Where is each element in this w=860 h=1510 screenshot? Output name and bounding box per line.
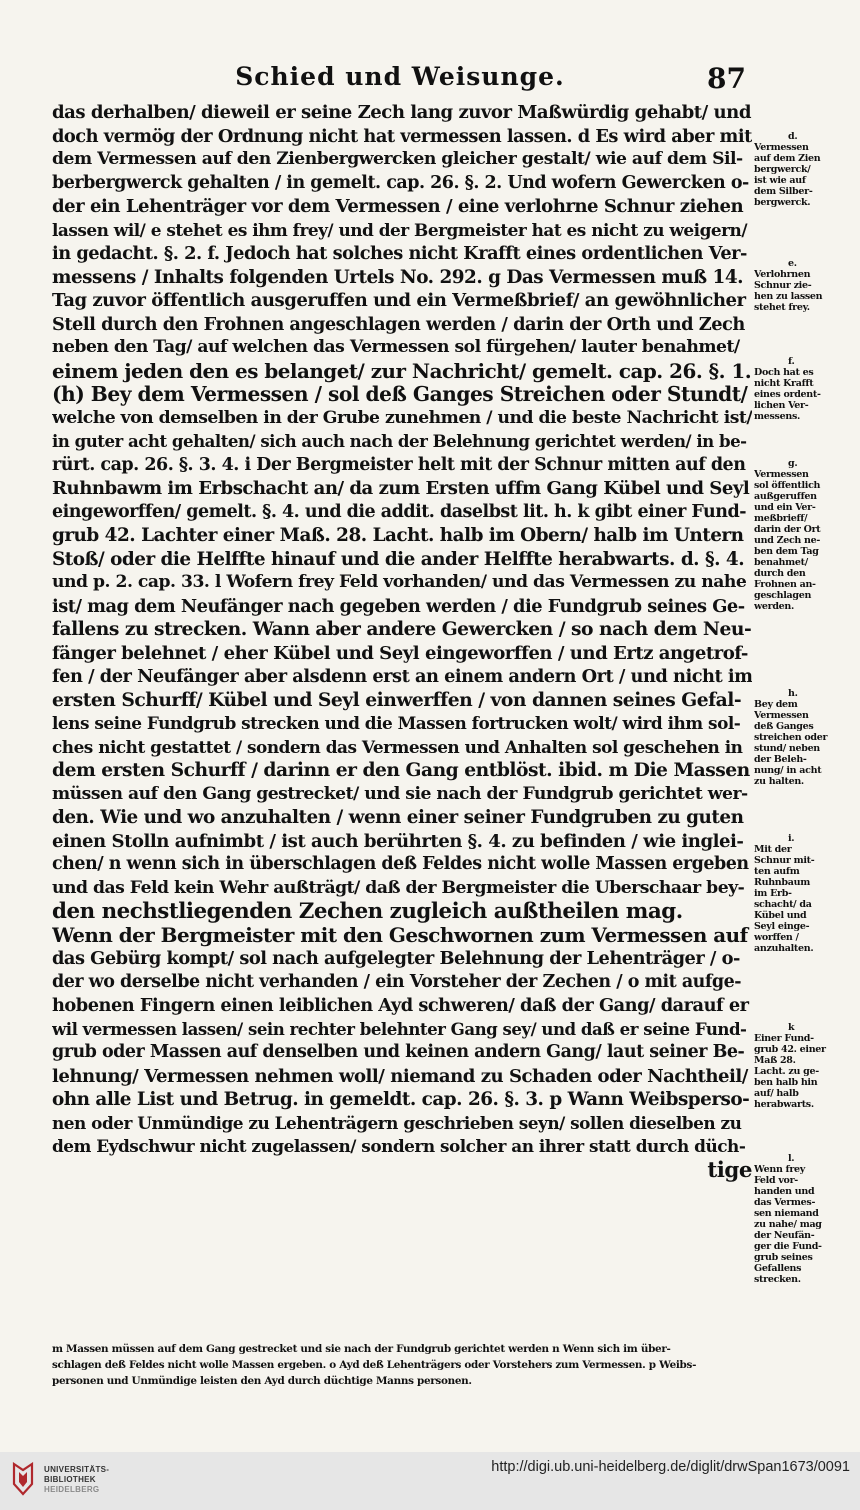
margin-note-line: nicht Krafft: [754, 378, 814, 389]
text-line: einen Stolln aufnimbt / ist auch berührten §. 4. zu befinden / wie inglei-: [52, 830, 744, 852]
page-number: 87: [707, 62, 746, 95]
margin-note-line: handen und: [754, 1186, 815, 1197]
margin-note: [754, 258, 844, 313]
library-name-line3: HEIDELBERG: [44, 1485, 100, 1494]
margin-note-line: zu nahe/ mag: [754, 1219, 822, 1230]
margin-note-line: meßbrieff/: [754, 513, 808, 524]
text-line: eingeworffen/ gemelt. §. 4. und die addit. daselbst lit. h. k gibt einer Fund-: [52, 501, 746, 522]
text-line: und das Feld kein Wehr außträgt/ daß der Bergmeister die Uberschaar bey-: [52, 877, 745, 898]
margin-note: [754, 131, 844, 208]
margin-note-letter: f.: [788, 356, 795, 367]
margin-note-line: geschlagen: [754, 590, 812, 601]
margin-note-line: bergwerck/: [754, 164, 811, 175]
margin-note-line: ist wie auf: [754, 175, 806, 186]
margin-note-line: ten aufm: [754, 866, 800, 877]
running-title: Schied und Weisunge.: [235, 62, 565, 91]
text-line: dem Eydschwur nicht zugelassen/ sondern solcher an ihrer statt durch düch-: [52, 1136, 746, 1156]
margin-note-letter: k: [788, 1022, 795, 1033]
margin-note-line: ben dem Tag: [754, 546, 819, 557]
margin-note-line: Schnur zie-: [754, 280, 812, 291]
margin-note-line: Bey dem: [754, 699, 798, 710]
text-line: der wo derselbe nicht verhanden / ein Vorsteher der Zechen / o mit aufge-: [52, 971, 742, 992]
text-line: wil vermessen lassen/ sein rechter belehnter Gang sey/ und daß er seine Fund-: [52, 1018, 747, 1039]
library-name-line2: BIBLIOTHEK: [44, 1475, 96, 1484]
margin-note-line: Einer Fund-: [754, 1033, 814, 1044]
margin-note-line: dem Silber-: [754, 186, 813, 197]
margin-note-line: werden.: [754, 601, 795, 612]
margin-note-line: Doch hat es: [754, 367, 814, 378]
margin-note-line: zu halten.: [754, 776, 804, 787]
text-line: hobenen Fingern einen leiblichen Ayd schweren/ daß der Gang/ darauf er: [52, 995, 749, 1016]
margin-note-line: eines ordent-: [754, 389, 821, 400]
text-line: doch vermög der Ordnung nicht hat vermessen lassen. d Es wird aber mit: [52, 125, 752, 147]
text-line: ches nicht gestattet / sondern das Vermessen und Anhalten sol geschehen in: [52, 736, 743, 757]
text-line: neben den Tag/ auf welchen das Vermessen sol fürgehen/ lauter benahmet/: [52, 337, 740, 357]
margin-note-line: das Vermes-: [754, 1197, 816, 1208]
footnote-line: m Massen müssen auf dem Gang gestrecket und sie nach der Fundgrub gerichtet werden n Wenn sich im über-: [52, 1343, 671, 1355]
source-url-link[interactable]: http://digi.ub.uni-heidelberg.de/diglit/drwSpan1673/0091: [491, 1459, 850, 1475]
margin-note-line: Frohnen an-: [754, 579, 816, 590]
margin-note-line: lichen Ver-: [754, 400, 809, 411]
text-line: müssen auf den Gang gestrecket/ und sie nach der Fundgrub gerichtet wer-: [52, 783, 748, 804]
text-line: dem Vermessen auf den Zienbergwercken gleicher gestalt/ wie auf dem Sil-: [52, 149, 743, 169]
margin-note-letter: g.: [788, 458, 798, 469]
text-line: lehnung/ Vermessen nehmen woll/ niemand zu Schaden oder Nachtheil/: [52, 1065, 748, 1087]
text-line: grub oder Massen auf denselben und keinen andern Gang/ laut seiner Be-: [52, 1042, 745, 1062]
footer-bar: [0, 1452, 860, 1510]
text-line: fen / der Neufänger aber alsdenn erst an einem andern Ort / und nicht im: [52, 666, 752, 687]
main-text-block: [52, 101, 752, 1182]
margin-note: [754, 833, 844, 954]
margin-note-line: der Neufän-: [754, 1230, 815, 1241]
margin-note-line: Maß 28.: [754, 1055, 796, 1066]
margin-note: [754, 688, 844, 787]
margin-note-line: der Beleh-: [754, 754, 807, 765]
margin-note-line: ger die Fund-: [754, 1241, 822, 1252]
text-line: chen/ n wenn sich in überschlagen deß Feldes nicht wolle Massen ergeben: [52, 854, 749, 874]
margin-note: [754, 356, 844, 422]
text-line: fänger belehnet / eher Kübel und Seyl eingeworffen / und Ertz angetrof-: [52, 642, 748, 664]
library-name-line1: UNIVERSITÄTS-: [44, 1465, 110, 1474]
margin-note-line: Schnur mit-: [754, 855, 815, 866]
margin-note-line: und ein Ver-: [754, 502, 816, 513]
text-line: nen oder Unmündige zu Lehenträgern geschrieben seyn/ sollen dieselben zu: [52, 1112, 742, 1133]
margin-note-line: darin der Ort: [754, 524, 821, 535]
margin-note-line: sol öffentlich: [754, 480, 821, 491]
margin-note-line: streichen oder: [754, 732, 828, 743]
margin-note-line: auf/ halb: [754, 1088, 799, 1099]
margin-note-letter: l.: [788, 1153, 795, 1164]
university-library-logo-icon: [10, 1462, 36, 1496]
text-line: lens seine Fundgrub strecken und die Massen fortrucken wolt/ wird ihm sol-: [52, 713, 741, 733]
text-line: dem ersten Schurff / darinn er den Gang entblöst. ibid. m Die Massen: [52, 759, 750, 781]
margin-note-line: Vermessen: [754, 142, 809, 153]
margin-note-line: herabwarts.: [754, 1099, 814, 1110]
margin-note-line: Vermessen: [754, 710, 809, 721]
margin-note-line: sen niemand: [754, 1208, 819, 1219]
text-line: Stell durch den Frohnen angeschlagen werden / darin der Orth und Zech: [52, 313, 745, 335]
margin-note-letter: h.: [788, 688, 798, 699]
text-line: berbergwerck gehalten / in gemelt. cap. 26. §. 2. Und wofern Gewercken o-: [52, 172, 749, 193]
margin-note-line: ben halb hin: [754, 1077, 818, 1088]
margin-note-line: worffen /: [754, 932, 799, 943]
text-line: und p. 2. cap. 33. l Wofern frey Feld vorhanden/ und das Vermessen zu nahe: [52, 572, 747, 592]
text-line: Wenn der Bergmeister mit den Geschwornen zum Vermessen auf: [52, 923, 748, 947]
margin-note-line: und Zech ne-: [754, 535, 821, 546]
text-line: das Gebürg kompt/ sol nach aufgelegter Belehnung der Lehenträger / o-: [52, 948, 740, 969]
margin-note-line: anzuhalten.: [754, 943, 814, 954]
text-line: den nechstliegenden Zechen zugleich außtheilen mag.: [52, 900, 683, 924]
margin-note-line: schacht/ da: [754, 899, 812, 910]
text-line: ersten Schurff/ Kübel und Seyl einwerffen / von dannen seines Gefal-: [52, 688, 742, 711]
text-line: tige: [707, 1158, 752, 1182]
text-line: einem jeden den es belanget/ zur Nachricht/ gemelt. cap. 26. §. 1.: [52, 359, 752, 383]
margin-note-line: stund/ neben: [754, 743, 820, 754]
margin-note-line: Ruhnbaum: [754, 877, 810, 888]
library-name: [44, 1465, 109, 1495]
margin-note-line: benahmet/: [754, 557, 808, 568]
text-line: messens / Inhalts folgenden Urtels No. 292. g Das Vermessen muß 14.: [52, 266, 744, 288]
margin-note-letter: d.: [788, 131, 798, 142]
text-line: lassen wil/ e stehet es ihm frey/ und der Bergmeister hat es nicht zu weigern/: [52, 219, 748, 240]
margin-note: [754, 1022, 844, 1110]
margin-note-line: auf dem Zien: [754, 153, 821, 164]
margin-note-line: grub seines: [754, 1252, 813, 1263]
margin-note-line: nung/ in acht: [754, 765, 822, 776]
text-line: das derhalben/ dieweil er seine Zech lang zuvor Maßwürdig gehabt/ und: [52, 102, 751, 123]
margin-note-line: durch den: [754, 568, 806, 579]
margin-note-line: Wenn frey: [754, 1164, 806, 1175]
footnote-line: personen und Unmündige leisten den Ayd durch düchtige Manns personen.: [52, 1375, 472, 1387]
text-line: in gedacht. §. 2. f. Jedoch hat solches nicht Krafft eines ordentlichen Ver-: [52, 243, 747, 264]
margin-note-letter: i.: [788, 833, 795, 844]
margin-note: [754, 1153, 844, 1285]
text-line: den. Wie und wo anzuhalten / wenn einer seiner Fundgruben zu guten: [52, 807, 744, 828]
margin-note-line: Lacht. zu ge-: [754, 1066, 819, 1077]
margin-note-line: hen zu lassen: [754, 291, 823, 302]
text-line: Tag zuvor öffentlich ausgeruffen und ein Vermeßbrief/ an gewöhnlicher: [52, 290, 746, 311]
text-line: ohn alle List und Betrug. in gemeldt. cap. 26. §. 3. p Wann Weibsperso-: [52, 1089, 750, 1110]
margin-note-line: deß Ganges: [754, 721, 814, 732]
text-line: ist/ mag dem Neufänger nach gegeben werden / die Fundgrub seines Ge-: [52, 595, 745, 617]
margin-note-line: Verlohrnen: [754, 269, 811, 280]
margin-note-line: im Erb-: [754, 888, 792, 899]
text-line: welche von demselben in der Grube zunehmen / und die beste Nachricht ist/: [52, 407, 752, 428]
margin-note-line: messens.: [754, 411, 800, 422]
text-line: in guter acht gehalten/ sich auch nach der Belehnung gerichtet werden/ in be-: [52, 431, 747, 451]
text-line: der ein Lehenträger vor dem Vermessen / eine verlohrne Schnur ziehen: [52, 196, 744, 217]
margin-note-line: grub 42. einer: [754, 1044, 826, 1055]
page-header: [0, 62, 860, 94]
margin-note-line: stehet frey.: [754, 302, 810, 313]
footnotes-block: [52, 1341, 812, 1389]
text-line: rürt. cap. 26. §. 3. 4. i Der Bergmeister helt mit der Schnur mitten auf den: [52, 454, 746, 475]
text-line: Stoß/ oder die Helffte hinauf und die ander Helffte herabwarts. d. §. 4.: [52, 548, 745, 570]
margin-note-line: Kübel und: [754, 910, 807, 921]
text-line: fallens zu strecken. Wann aber andere Gewercken / so nach dem Neu-: [52, 618, 752, 640]
text-line: (h) Bey dem Vermessen / sol deß Ganges Streichen oder Stundt/: [52, 383, 748, 406]
text-line: grub 42. Lachter einer Maß. 28. Lacht. halb im Obern/ halb im Untern: [52, 525, 744, 546]
margin-note-line: Feld vor-: [754, 1175, 798, 1186]
footnote-line: schlagen deß Feldes nicht wolle Massen ergeben. o Ayd deß Lehenträgers oder Vorstehers zum Vermessen. p Weibs-: [52, 1359, 697, 1371]
margin-note-line: Mit der: [754, 844, 792, 855]
text-line: Ruhnbawm im Erbschacht an/ da zum Ersten uffm Gang Kübel und Seyl: [52, 478, 750, 499]
margin-note-line: außgeruffen: [754, 491, 817, 502]
margin-note-line: Vermessen: [754, 469, 809, 480]
margin-note-letter: e.: [788, 258, 797, 269]
margin-note-line: Gefallens: [754, 1263, 802, 1274]
margin-note: [754, 458, 844, 612]
margin-note-line: Seyl einge-: [754, 921, 810, 932]
margin-note-line: strecken.: [754, 1274, 801, 1285]
margin-note-line: bergwerck.: [754, 197, 811, 208]
